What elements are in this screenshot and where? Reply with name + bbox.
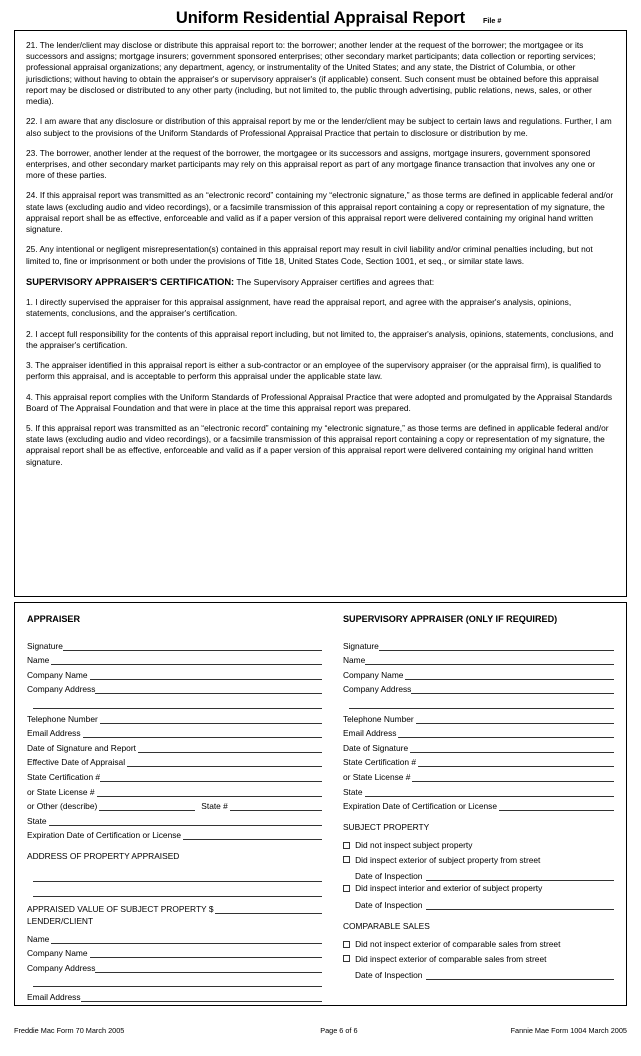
subject-checkbox-row-2[interactable]	[343, 853, 614, 867]
supervisory-state-certification-input[interactable]	[418, 756, 614, 767]
supervisory-state-label: State	[342, 786, 363, 797]
subject-date-of-inspection-input-2[interactable]	[426, 870, 614, 881]
lender-company-address-label: Company Address	[27, 962, 96, 973]
appraiser-heading: APPRAISER	[27, 614, 81, 624]
lender-company-name-input[interactable]	[90, 947, 323, 958]
address-of-property-row-1	[27, 867, 322, 882]
lender-name-input[interactable]	[51, 933, 322, 944]
subject-property-heading: SUBJECT PROPERTY	[342, 822, 430, 833]
appraiser-date-signature-input[interactable]	[138, 742, 323, 753]
certification-paragraph-22: 22. I am aware that any disclosure or distribution of this appraisal report by me or the lender/client may be subject to certain laws and regulations. Further, I am also subject to the provisions of the Uniform Standards of Professional Appraisal Practice that pertain to disclosure or distribution by me.	[26, 116, 612, 138]
supervisory-state-row	[343, 782, 614, 797]
supervisory-company-name-input[interactable]	[405, 669, 614, 680]
appraiser-email-row	[27, 724, 322, 739]
footer-page-number: Page 6 of 6	[320, 1026, 358, 1035]
supervisory-expiration-row	[343, 797, 614, 812]
appraiser-name-label: Name	[27, 655, 50, 666]
appraiser-state-license-input[interactable]	[97, 786, 323, 797]
comparable-date-of-inspection-row	[343, 966, 614, 980]
appraiser-state-hash-label: State #	[201, 801, 228, 812]
comparable-date-of-inspection-input[interactable]	[426, 969, 614, 980]
supervisory-certification-intro: The Supervisory Appraiser certifies and agrees that:	[236, 276, 435, 287]
supervisory-state-input[interactable]	[365, 786, 615, 797]
lender-company-address-input[interactable]	[95, 962, 322, 973]
appraiser-state-certification-label: State Certification #	[27, 771, 101, 782]
subject-date-of-inspection-label-3: Date of Inspection	[354, 900, 423, 911]
lender-email-row	[27, 987, 322, 1002]
lender-company-name-row	[27, 944, 322, 959]
supervisory-appraiser-heading: SUPERVISORY APPRAISER (ONLY IF REQUIRED)	[342, 614, 558, 624]
appraiser-state-row	[27, 811, 322, 826]
subject-checkbox-row-3[interactable]	[343, 881, 614, 895]
appraiser-date-signature-label: Date of Signature and Report	[27, 742, 136, 753]
supervisory-telephone-row	[343, 709, 614, 724]
supervisory-appraiser-column	[343, 614, 614, 1005]
supervisory-name-input[interactable]	[365, 654, 614, 665]
appraiser-telephone-input[interactable]	[100, 713, 323, 724]
appraiser-company-address-input[interactable]	[95, 683, 322, 694]
supervisory-company-address-row-2	[343, 694, 614, 709]
supervisory-email-input[interactable]	[398, 727, 614, 738]
appraiser-state-hash-input[interactable]	[230, 800, 323, 811]
certification-paragraph-21: 21. The lender/client may disclose or distribute this appraisal report to: the borrower; another lender at the request of the borrower; the mortgagee or its successors and assigns; mortgage insurers; government sponsored enterprises; other secondary market participants; data collection or reporting services; professional appraisal organizations; any department, agency, or instrumentality of the United States; and any state, the District of Columbia, or other jurisdictions; without having to obtain the appraiser's or supervisory appraiser's (if applicable) consent. Such consent must be obtained before this appraisal report may be disclosed or distributed to any other party (including, but not limited to, the public through advertising, public relations, news, sales, or other media).	[26, 40, 599, 107]
appraiser-expiration-input[interactable]	[183, 829, 322, 840]
supervisory-signature-row	[343, 636, 614, 651]
supervisory-signature-input[interactable]	[379, 640, 614, 651]
comparable-sales-heading: COMPARABLE SALES	[342, 921, 430, 932]
comparable-date-of-inspection-label: Date of Inspection	[354, 970, 423, 981]
appraiser-effective-date-label: Effective Date of Appraisal	[27, 757, 126, 768]
supervisory-name-row	[343, 651, 614, 666]
checkbox-icon[interactable]	[343, 856, 350, 863]
subject-checkbox-label-1: Did not inspect subject property	[355, 840, 473, 851]
appraiser-date-signature-row	[27, 738, 322, 753]
certification-paragraph-25: 25. Any intentional or negligent misrepresentation(s) contained in this appraisal report may result in civil liability and/or criminal penalties including, but not limited to, fine or imprisonment or both under the provisions of Title 18, United States Code, Section 1001, et seq., or similar state laws.	[26, 244, 593, 266]
appraised-value-label: APPRAISED VALUE OF SUBJECT PROPERTY $	[27, 904, 214, 915]
appraiser-signature-input[interactable]	[63, 640, 323, 651]
appraiser-company-address-row-2	[27, 694, 322, 709]
appraiser-state-label: State	[27, 815, 47, 826]
comparable-checkbox-label-2: Did inspect exterior of comparable sales from street	[355, 953, 547, 964]
address-of-property-input-1[interactable]	[33, 871, 322, 882]
certification-paragraph-23: 23. The borrower, another lender at the request of the borrower, the mortgagee or its successors and assigns, mortgage insurers, government sponsored enterprises, and other secondary market participants may rely on this appraisal report as part of any mortgage finance transaction that involves any one or more of these parties.	[26, 147, 596, 181]
appraised-value-input[interactable]	[215, 903, 322, 914]
supervisory-certification-heading	[26, 276, 615, 289]
supervisory-item-1: 1. I directly supervised the appraiser for this appraisal assignment, have read the appraisal report, and agree with the appraiser's analysis, opinions, statements, conclusions, and the appraiser's certification.	[26, 297, 572, 319]
appraiser-other-input[interactable]	[99, 800, 195, 811]
appraiser-email-label: Email Address	[27, 728, 81, 739]
page-title: Uniform Residential Appraisal Report	[175, 9, 466, 27]
footer-fannie-mae-form: Fannie Mae Form 1004 March 2005	[510, 1026, 627, 1035]
appraiser-name-input[interactable]	[51, 654, 322, 665]
supervisory-expiration-label: Expiration Date of Certification or License	[342, 801, 498, 812]
supervisory-signature-label: Signature	[342, 640, 379, 651]
subject-checkbox-row-1[interactable]	[343, 838, 614, 852]
appraiser-signature-label: Signature	[27, 640, 63, 651]
supervisory-company-address-input[interactable]	[411, 683, 614, 694]
supervisory-state-license-label: or State License #	[342, 771, 411, 782]
supervisory-company-name-label: Company Name	[342, 669, 404, 680]
appraiser-state-license-label: or State License #	[27, 786, 95, 797]
appraiser-company-address-row	[27, 680, 322, 695]
supervisory-item-5: 5. If this appraisal report was transmitted as an “electronic record” containing my “electronic signature,” as those terms are defined in applicable federal and/or state laws (excluding audio and video recordings), or a facsimile transmission of this appraisal report containing a copy or representation of my signature, the appraisal report shall be as effective, enforceable and valid as if a paper version of this appraisal report were delivered containing my original hand written signature.	[26, 423, 609, 467]
appraiser-signature-row	[27, 636, 322, 651]
appraised-value-row	[27, 900, 322, 915]
page-footer	[14, 1026, 627, 1035]
address-of-property-heading: ADDRESS OF PROPERTY APPRAISED	[27, 851, 180, 862]
appraiser-effective-date-input[interactable]	[127, 756, 322, 767]
supervisory-date-signature-input[interactable]	[410, 742, 614, 753]
supervisory-telephone-input[interactable]	[416, 713, 614, 724]
supervisory-expiration-input[interactable]	[499, 800, 614, 811]
footer-freddie-mac-form: Freddie Mac Form 70 March 2005	[14, 1026, 125, 1035]
lender-company-address-row	[27, 958, 322, 973]
appraiser-column	[27, 614, 322, 1005]
supervisory-date-signature-row	[343, 738, 614, 753]
lender-company-address-input-2[interactable]	[33, 976, 322, 987]
subject-date-of-inspection-label-2: Date of Inspection	[354, 871, 423, 882]
appraiser-expiration-row	[27, 826, 322, 841]
appraiser-email-input[interactable]	[83, 727, 323, 738]
supervisory-state-license-input[interactable]	[412, 771, 614, 782]
subject-checkbox-label-2: Did inspect exterior of subject property from street	[355, 854, 541, 865]
lender-company-address-row-2	[27, 973, 322, 988]
certification-box	[14, 30, 627, 597]
comparable-checkbox-label-1: Did not inspect exterior of comparable sales from street	[355, 939, 561, 950]
certification-paragraph-24: 24. If this appraisal report was transmitted as an “electronic record” containing my “electronic signature,” as those terms are defined in applicable federal and/or state laws (excluding audio and video recordings), or a facsimile transmission of this appraisal report containing a copy or representation of my signature, the appraisal report shall be as effective, enforceable and valid as if a paper version of this appraisal report were delivered containing my original hand written signature.	[26, 190, 614, 235]
supervisory-email-row	[343, 724, 614, 739]
subject-date-of-inspection-row-2	[343, 867, 614, 881]
supervisory-date-signature-label: Date of Signature	[342, 742, 409, 753]
subject-checkbox-label-3: Did inspect interior and exterior of subject property	[355, 883, 543, 894]
supervisory-company-address-label: Company Address	[342, 684, 412, 695]
supervisory-company-name-row	[343, 665, 614, 680]
checkbox-icon[interactable]	[343, 941, 350, 948]
supervisory-telephone-label: Telephone Number	[342, 713, 414, 724]
comparable-checkbox-row-1[interactable]	[343, 937, 614, 951]
supervisory-item-4: 4. This appraisal report complies with the Uniform Standards of Professional Appraisal Practice that were adopted and promulgated by the Appraisal Standards Board of The Appraisal Foundation and that were in place at the time this appraisal report was prepared.	[26, 391, 613, 413]
appraiser-effective-date-row	[27, 753, 322, 768]
checkbox-icon[interactable]	[343, 842, 350, 849]
supervisory-state-certification-label: State Certification #	[342, 757, 417, 768]
lender-email-input[interactable]	[81, 991, 323, 1002]
appraiser-state-input[interactable]	[49, 815, 323, 826]
supervisory-state-license-row	[343, 767, 614, 782]
supervisory-certification-label: SUPERVISORY APPRAISER'S CERTIFICATION:	[26, 276, 235, 287]
appraiser-state-certification-input[interactable]	[100, 771, 322, 782]
appraiser-other-label: or Other (describe)	[27, 801, 98, 812]
appraiser-name-row	[27, 651, 322, 666]
address-of-property-row-2	[27, 882, 322, 897]
page-header	[14, 0, 627, 30]
appraiser-expiration-label: Expiration Date of Certification or License	[27, 830, 182, 841]
supervisory-email-label: Email Address	[342, 728, 397, 739]
supervisory-company-address-input-2[interactable]	[349, 698, 614, 709]
column-gap	[322, 614, 342, 1005]
subject-date-of-inspection-row-3	[343, 896, 614, 910]
lender-client-heading: LENDER/CLIENT	[27, 916, 94, 927]
address-of-property-input-2[interactable]	[33, 886, 322, 897]
appraiser-company-name-label: Company Name	[27, 669, 88, 680]
supervisory-state-certification-row	[343, 753, 614, 768]
supervisory-company-address-row	[343, 680, 614, 695]
appraiser-state-license-row	[27, 782, 322, 797]
lender-company-name-label: Company Name	[27, 948, 88, 959]
appraiser-telephone-row	[27, 709, 322, 724]
lender-name-row	[27, 929, 322, 944]
comparable-checkbox-row-2[interactable]	[343, 951, 614, 965]
appraiser-telephone-label: Telephone Number	[27, 713, 98, 724]
subject-date-of-inspection-input-3[interactable]	[426, 899, 614, 910]
appraiser-company-name-input[interactable]	[90, 669, 323, 680]
checkbox-icon[interactable]	[343, 955, 350, 962]
supervisory-item-2: 2. I accept full responsibility for the contents of this appraisal report including, but not limited to, the appraiser's analysis, opinions, statements, conclusions, and the appraiser's certification.	[26, 328, 614, 350]
checkbox-icon[interactable]	[343, 885, 350, 892]
lender-name-label: Name	[27, 933, 50, 944]
supervisory-item-3: 3. The appraiser identified in this appraisal report is either a sub-contractor or an employee of the supervisory appraiser (or the appraisal firm), is qualified to perform this appraisal, and is acceptable to perform this appraisal under the applicable state law.	[26, 360, 601, 382]
appraiser-state-certification-row	[27, 767, 322, 782]
appraiser-company-name-row	[27, 665, 322, 680]
file-number-label: File #	[483, 16, 502, 25]
appraiser-company-address-input-2[interactable]	[33, 698, 322, 709]
signature-box	[14, 602, 627, 1006]
appraiser-company-address-label: Company Address	[27, 684, 96, 695]
appraiser-other-row	[27, 797, 322, 812]
supervisory-name-label: Name	[342, 655, 366, 666]
lender-email-label: Email Address	[27, 992, 81, 1003]
